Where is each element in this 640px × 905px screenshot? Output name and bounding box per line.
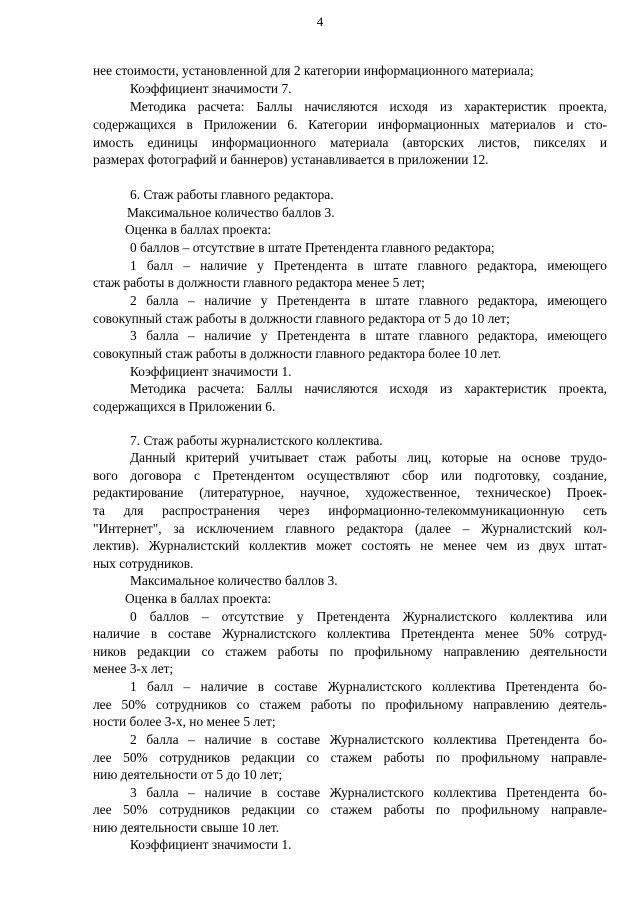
section-heading: 7. Стаж работы журналистского коллектива. <box>130 433 383 448</box>
text-line: Максимальное количество баллов 3. <box>127 205 335 220</box>
page-number: 4 <box>316 14 324 29</box>
text-line: совокупный стаж работы в должности главного редактора от 5 до 10 лет; <box>93 311 510 326</box>
text-line: размерах фотографий и баннеров) устанавливается в приложении 12. <box>93 152 489 167</box>
text-line: содержащихся в Приложении 6. Категории информационных материалов и сто- <box>93 117 607 132</box>
text-line: Оценка в баллах проекта: <box>125 222 272 237</box>
text-line: вого договора с Претендентом осуществляют сбор или подготовку, создание, <box>93 468 607 483</box>
text-line: Коэффициент значимости 7. <box>130 81 292 96</box>
text-line: ных сотрудников. <box>93 556 194 571</box>
text-line: нию деятельности от 5 до 10 лет; <box>93 767 283 782</box>
text-line: 1 балл – наличие у Претендента в штате главного редактора, имеющего <box>130 258 607 273</box>
text-line: ности более 3-х, но менее 5 лет; <box>93 714 276 729</box>
text-line: нее стоимости, установленной для 2 категории информационного материала; <box>93 63 534 78</box>
text-line: лектив). Журналистский коллектив может состоять не менее чем из двух штат- <box>93 538 607 553</box>
section-heading: 6. Стаж работы главного редактора. <box>130 187 334 202</box>
text-line: 0 баллов – отсутствие у Претендента Журналистского коллектива или <box>130 609 607 624</box>
text-line: лее 50% сотрудников редакции со стажем работы по профильному направле- <box>93 750 607 765</box>
text-line: 3 балла – наличие у Претендента в штате главного редактора, имеющего <box>130 328 607 343</box>
text-line: Данный критерий учитывает стаж работы лиц, которые на основе трудо- <box>130 450 607 465</box>
text-line: лее 50% сотрудников со стажем работы по профильному направлению деятель- <box>93 697 607 712</box>
text-line: лее 50% сотрудников редакции со стажем работы по профильному направле- <box>93 802 607 817</box>
text-line: "Интернет", за исключением главного редактора (далее – Журналистский кол- <box>93 521 607 536</box>
text-line: Максимальное количество баллов 3. <box>130 573 338 588</box>
text-line: нию деятельности свыше 10 лет. <box>93 820 280 835</box>
text-line: менее 3-х лет; <box>93 661 174 676</box>
text-line: ников редакции со стажем работы по профильному направлению деятельности <box>93 644 607 659</box>
text-line: 0 баллов – отсутствие в штате Претендента главного редактора; <box>130 240 495 255</box>
text-line: 2 балла – наличие в составе Журналистского коллектива Претендента бо- <box>130 732 607 747</box>
text-line: содержащихся в Приложении 6. <box>93 399 276 414</box>
text-line: та для распространения через информационно-телекоммуникационную сеть <box>93 503 607 518</box>
text-line: редактирование (литературное, научное, художественное, техническое) Проек- <box>93 485 607 500</box>
text-line: имость единицы информационного материала (авторских листов, пикселях и <box>93 135 607 150</box>
text-line: наличие в составе Журналистского коллектива Претендента менее 50% сотруд- <box>93 626 607 641</box>
text-line: стаж работы в должности главного редактора менее 5 лет; <box>93 275 425 290</box>
text-line: 1 балл – наличие в составе Журналистского коллектива Претендента бо- <box>130 679 607 694</box>
text-line: Коэффициент значимости 1. <box>130 837 292 852</box>
text-line: совокупный стаж работы в должности главного редактора более 10 лет. <box>93 346 502 361</box>
text-line: Методика расчета: Баллы начисляются исходя из характеристик проекта, <box>130 381 607 396</box>
text-line: Методика расчета: Баллы начисляются исходя из характеристик проекта, <box>130 99 607 114</box>
text-line: 3 балла – наличие в составе Журналистского коллектива Претендента бо- <box>130 785 607 800</box>
text-line: Коэффициент значимости 1. <box>130 364 292 379</box>
text-line: 2 балла – наличие у Претендента в штате главного редактора, имеющего <box>130 293 607 308</box>
text-line: Оценка в баллах проекта: <box>125 591 272 606</box>
